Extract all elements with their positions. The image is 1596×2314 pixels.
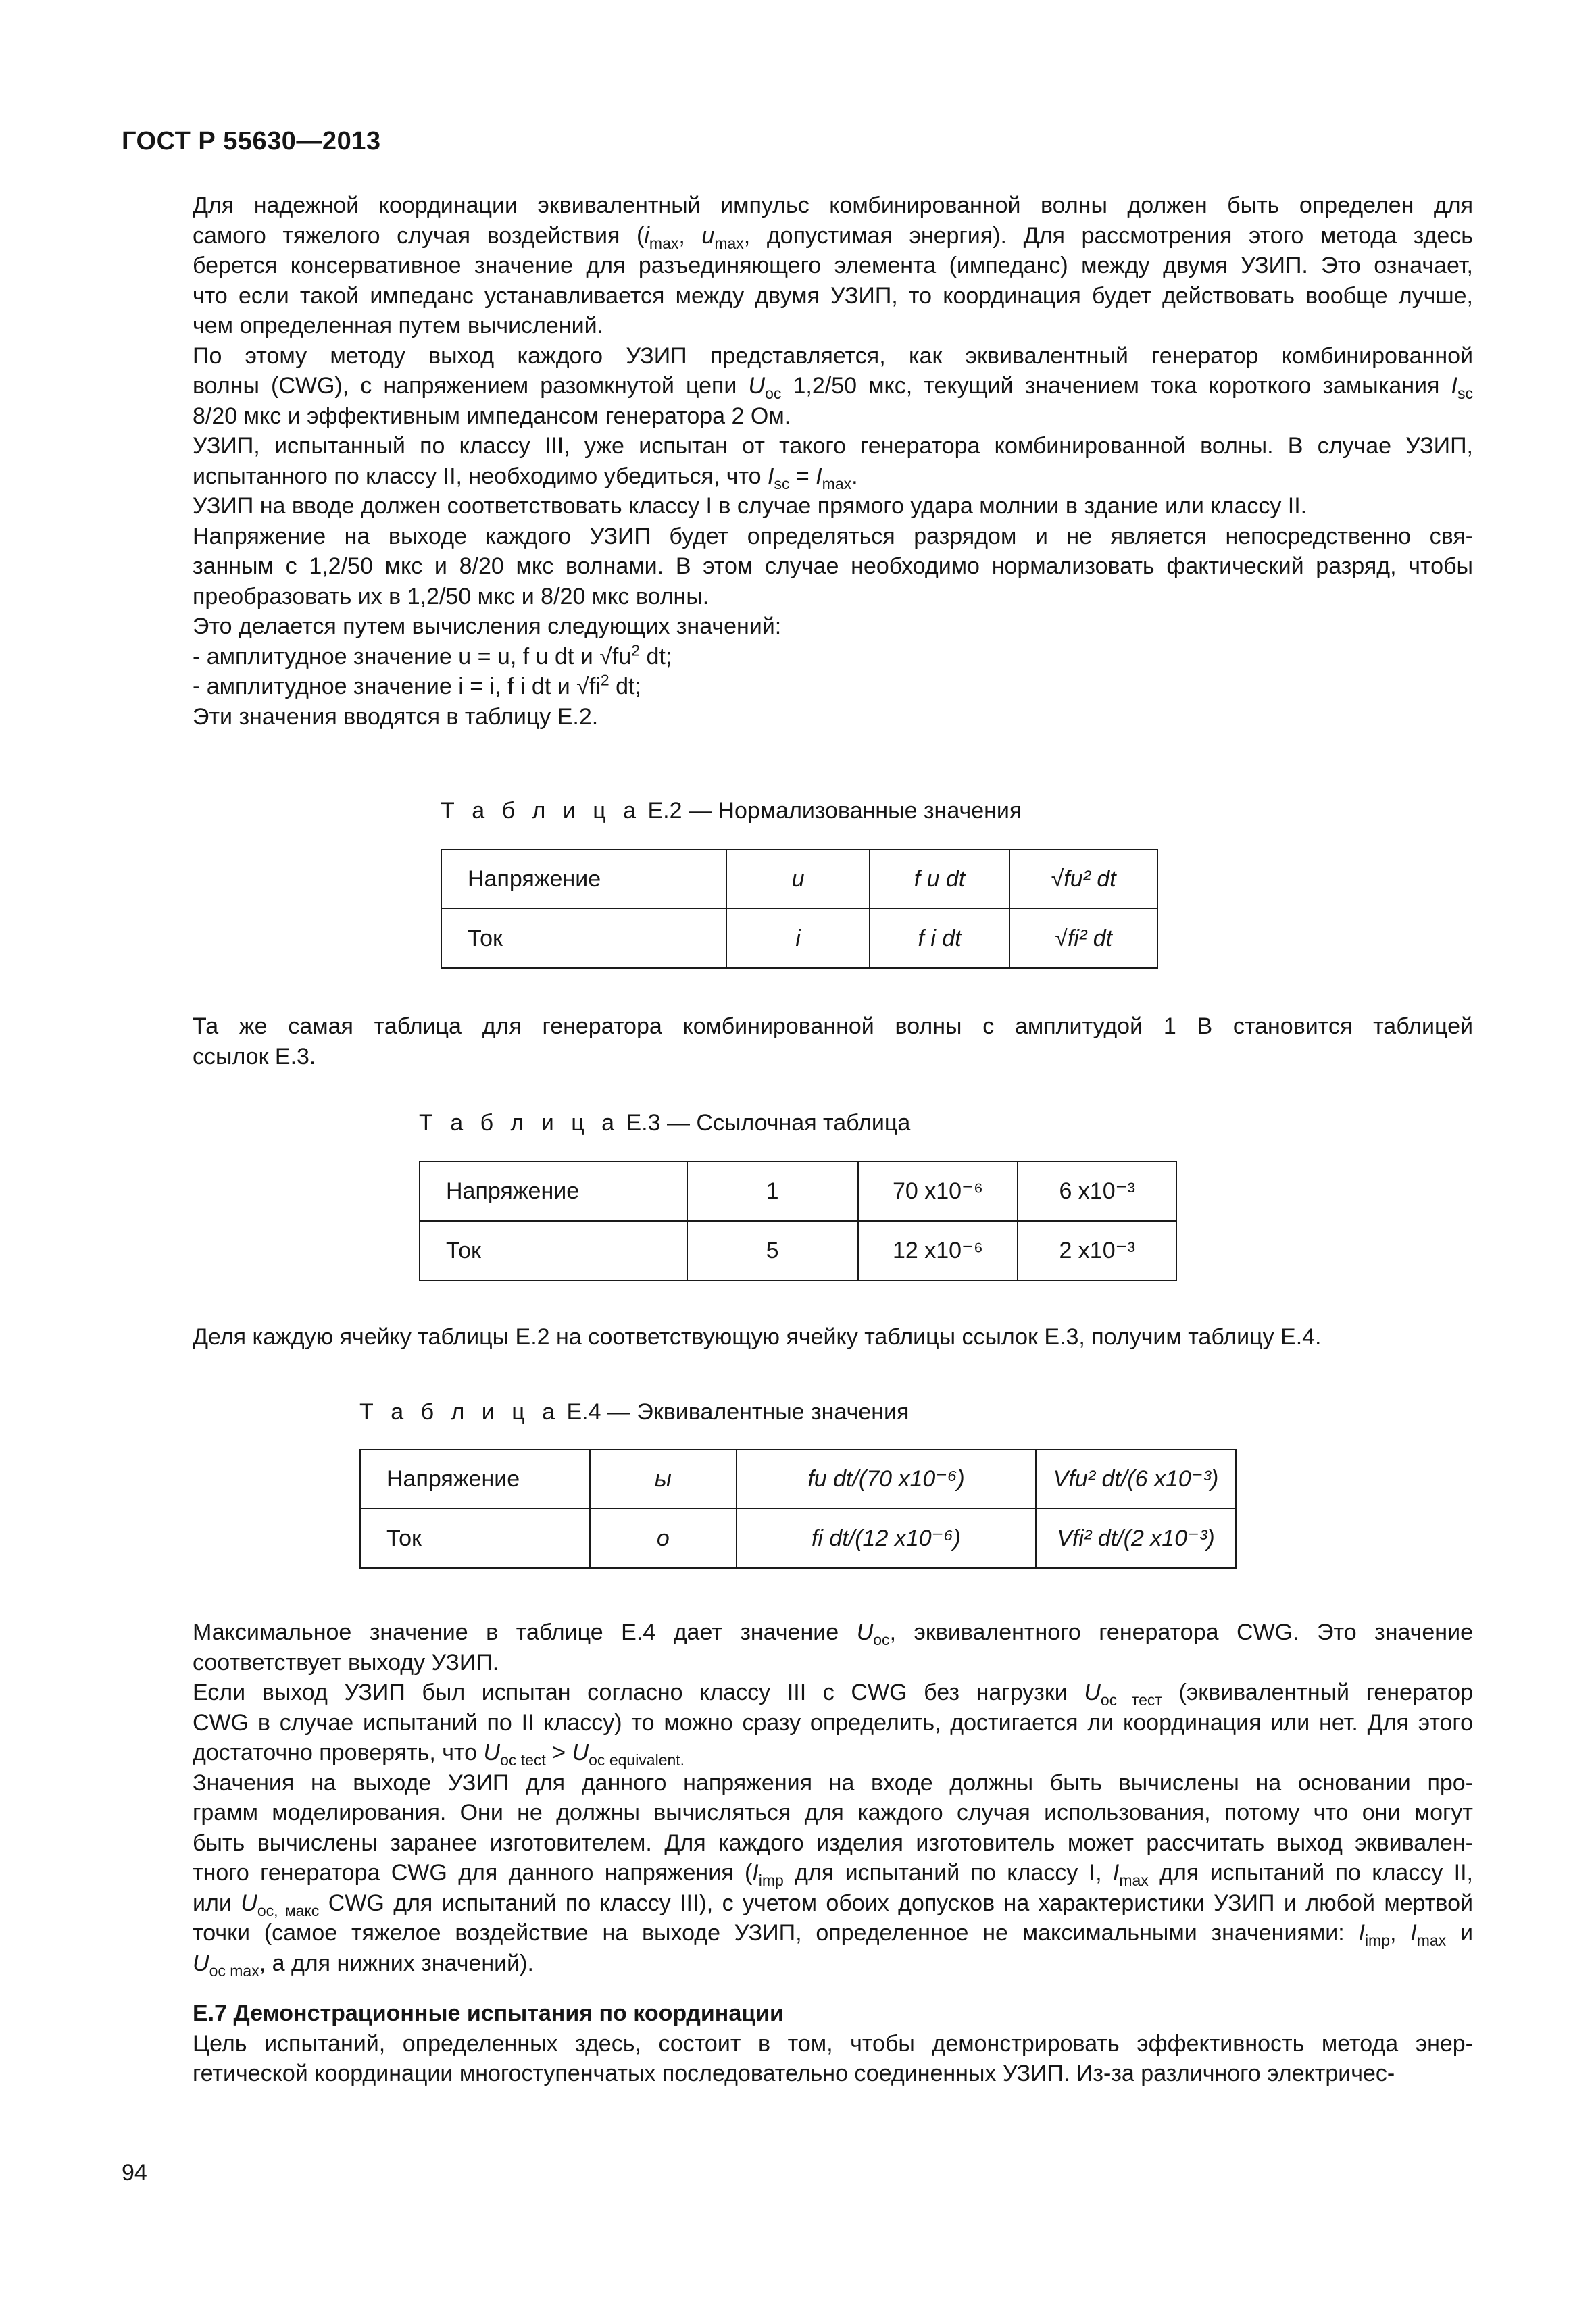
text-line: УЗИП на вводе должен соответствовать классу I в случае прямого удара молнии в здание или классу II. [193, 493, 1307, 519]
text-line: Для надежной координации эквивалентный импульс комбинированной волны должен быть определен для [193, 193, 1473, 218]
text-line: Это делается путем вычисления следующих значений: [193, 613, 782, 639]
text-line: тного генератора CWG для данного напряжения ($I_{imp}$ для испытаний по классу I, $I_{max}$ для испытаний по классу II, [193, 1860, 1474, 1889]
table-cell: Напряжение [420, 1161, 687, 1221]
table-row [360, 1449, 1236, 1509]
text-line: соответствует выходу УЗИП. [193, 1649, 499, 1676]
text-line: $U_{oc max}$, а для нижних значений). [193, 1950, 534, 1980]
table-cell: f u dt [870, 849, 1010, 909]
table-cell: 6 x10⁻³ [1018, 1161, 1176, 1221]
table-cell: Ток [420, 1221, 687, 1280]
text-line: Эти значения вводятся в таблицу Е.2. [193, 703, 599, 730]
document-header: ГОСТ Р 55630—2013 [122, 127, 381, 155]
table-e3 [419, 1161, 1177, 1281]
paragraph: Деля каждую ячейку таблицы Е.2 на соответствующую ячейку таблицы ссылок Е.3, получим таблицу Е.4. [193, 1324, 1322, 1350]
table-cell: u [726, 849, 869, 909]
text-line: УЗИП, испытанный по классу III, уже испытан от такого генератора комбинированной волны. В случае УЗИП, [193, 433, 1473, 459]
text-line: волны (CWG), с напряжением разомкнутой цепи $U_{oc}$ 1,2/50 мкс, текущий значением тока короткого замыкания $I_{sc}$ [193, 373, 1473, 402]
table-cell: Vfu² dt/(6 x10⁻³) [1036, 1449, 1236, 1509]
table-cell: i [726, 909, 869, 968]
table-cell: 70 x10⁻⁶ [858, 1161, 1018, 1221]
text-line: CWG в случае испытаний по II классу) то можно сразу определить, достигается ли координация или нет. Для этого [193, 1709, 1473, 1736]
table-row [420, 1161, 1176, 1221]
table-e2-caption: Т а б л и ц а Е.2 — Нормализованные значения [441, 798, 1022, 824]
table-row [441, 909, 1157, 968]
table-cell: fu dt/(70 x10⁻⁶) [737, 1449, 1036, 1509]
paragraph [122, 642, 1473, 672]
text-line: - амплитудное значение u = u, f u dt и $√fu^2$ dt; [193, 641, 672, 670]
table-cell: Ток [441, 909, 726, 968]
paragraph [122, 491, 1473, 522]
section-paragraph [122, 2029, 1473, 2089]
table-row [360, 1509, 1236, 1568]
table-cell: Vfi² dt/(2 x10⁻³) [1036, 1509, 1236, 1568]
section-heading: Е.7 Демонстрационные испытания по координации [193, 2001, 784, 2026]
paragraph [122, 1678, 1473, 1768]
table-cell: Ток [360, 1509, 590, 1568]
table-cell: 12 x10⁻⁶ [858, 1221, 1018, 1280]
text-line: гетической координации многоступенчатых последовательно соединенных УЗИП. Из-за различного электричес- [193, 2061, 1395, 2086]
text-line: 8/20 мкс и эффективным импедансом генератора 2 Ом. [193, 403, 791, 429]
text-line: Максимальное значение в таблице Е.4 дает значение $U_{oc}$, эквивалентного генератора CWG. Это значение [193, 1619, 1473, 1649]
table-e4 [359, 1449, 1237, 1569]
paragraph [122, 1768, 1473, 1979]
table-row [420, 1221, 1176, 1280]
text-line: чем определенная путем вычислений. [193, 313, 604, 338]
text-line: Напряжение на выходе каждого УЗИП будет определяться разрядом и не является непосредственно свя- [193, 523, 1473, 549]
table-cell: 5 [687, 1221, 858, 1280]
text-line: грамм моделирования. Они не должны вычисляться для каждого случая использования, потому что они могут [193, 1800, 1473, 1826]
table-cell: о [590, 1509, 737, 1568]
text-line: Та же самая таблица для генератора комбинированной волны с амплитудой 1 В становится таблицей [193, 1013, 1473, 1039]
table-cell: Напряжение [360, 1449, 590, 1509]
section-e7 [122, 1998, 1473, 2089]
table-e2 [441, 849, 1158, 969]
table-e3-caption: Т а б л и ц а Е.3 — Ссылочная таблица [419, 1110, 911, 1136]
table-cell: f i dt [870, 909, 1010, 968]
paragraph [122, 1617, 1473, 1678]
text-line: или $U_{oc, макс}$ CWG для испытаний по классу III), с учетом обоих допусков на характеристики УЗИП и любой мертвой [193, 1890, 1473, 1919]
paragraph [122, 611, 1473, 642]
body-text-block-4 [122, 1617, 1473, 1978]
text-line: достаточно проверять, что $U_{oc tect} > U_{oc equivalent.}$ [193, 1740, 685, 1769]
text-line: Цель испытаний, определенных здесь, состоит в том, чтобы демонстрировать эффективность метода энер- [193, 2030, 1473, 2057]
body-text-block-2 [122, 1011, 1473, 1072]
table-row [441, 849, 1157, 909]
paragraph [122, 1011, 1473, 1072]
paragraph [122, 2029, 1473, 2089]
text-line: берется консервативное значение для разъединяющего элемента (импеданс) между двумя УЗИП. Это означает, [193, 253, 1473, 278]
text-line: точки (самое тяжелое воздействие на выходе УЗИП, определенное не максимальными значениями: $I_{imp}$, $I_{max}$ и [193, 1920, 1473, 1949]
paragraph [122, 522, 1473, 612]
text-line: быть вычислены заранее изготовителем. Для каждого изделия изготовитель может рассчитать выход эквивален- [193, 1830, 1473, 1856]
table-cell: √fi² dt [1009, 909, 1157, 968]
paragraph [122, 702, 1473, 732]
paragraph [122, 431, 1473, 491]
text-line: самого тяжелого случая воздействия ($i_{max}$, $u_{max}$, допустимая энергия). Для рассмотрения этого метода здесь [193, 222, 1473, 252]
paragraph [122, 341, 1473, 432]
table-e4-caption: Т а б л и ц а Е.4 — Эквивалентные значения [359, 1399, 909, 1425]
text-line: Значения на выходе УЗИП для данного напряжения на входе должны быть вычислены на основании про- [193, 1769, 1473, 1796]
table-cell: 2 x10⁻³ [1018, 1221, 1176, 1280]
text-line: - амплитудное значение i = i, f i dt и $√fi^2$ dt; [193, 671, 641, 699]
text-line: занным с 1,2/50 мкс и 8/20 мкс волнами. В этом случае необходимо нормализовать фактический разряд, чтобы [193, 553, 1473, 579]
text-line: что если такой импеданс устанавливается между двумя УЗИП, то координация будет действовать вообще лучше, [193, 282, 1473, 309]
text-line: преобразовать их в 1,2/50 мкс и 8/20 мкс волны. [193, 583, 709, 609]
table-cell: fi dt/(12 x10⁻⁶) [737, 1509, 1036, 1568]
text-line: ссылок Е.3. [193, 1043, 316, 1070]
table-cell: √fu² dt [1009, 849, 1157, 909]
text-line: Если выход УЗИП был испытан согласно классу III с CWG без нагрузки $U_{oc тест}$ (эквивалентный генератор [193, 1680, 1474, 1709]
text-line: По этому методу выход каждого УЗИП представляется, как эквивалентный генератор комбинированной [193, 343, 1473, 369]
table-cell: 1 [687, 1161, 858, 1221]
text-line: испытанного по классу II, необходимо убедиться, что $I_{sc} = I_{max}$. [193, 463, 858, 493]
table-cell: Напряжение [441, 849, 726, 909]
body-text-block-1 [122, 191, 1473, 732]
body-text-block-3 [122, 1322, 1473, 1353]
paragraph [122, 672, 1473, 702]
paragraph [122, 191, 1473, 341]
table-cell: ы [590, 1449, 737, 1509]
page-number: 94 [122, 2160, 147, 2186]
